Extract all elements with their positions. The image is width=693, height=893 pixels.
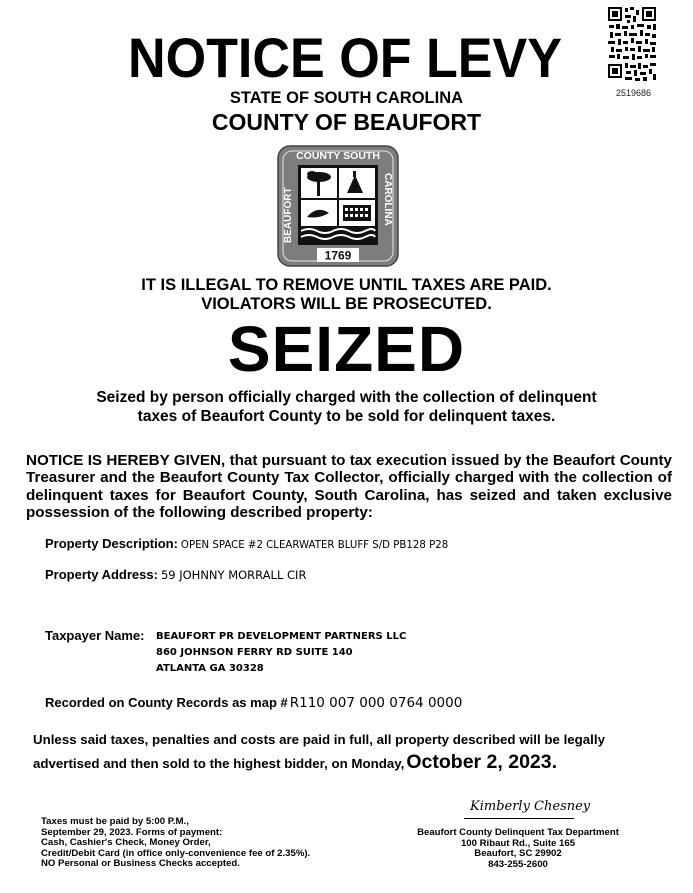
- seal-year: 1769: [324, 248, 352, 263]
- warning-line-1: IT IS ILLEGAL TO REMOVE UNTIL TAXES ARE PAID.: [141, 276, 552, 294]
- map-number: R110 007 000 0764 0000: [289, 695, 463, 711]
- payment-terms: [41, 817, 310, 870]
- department-address-2: Beaufort, SC 29902: [474, 848, 562, 860]
- signature-line: [464, 818, 574, 819]
- taxpayer-name: BEAUFORT PR DEVELOPMENT PARTNERS LLC: [156, 631, 407, 642]
- seal-left-label: BEAUFORT: [283, 187, 294, 243]
- sale-notice-line-1: Unless said taxes, penalties and costs are paid in full, all property described will be legally: [33, 732, 605, 747]
- qr-code-icon: [607, 6, 657, 82]
- qr-id: 2519686: [616, 88, 652, 98]
- sale-notice-line-2: [33, 751, 557, 774]
- property-address-row: [45, 566, 306, 584]
- payment-line-2: September 29, 2023. Forms of payment:: [41, 826, 223, 838]
- warning-line-2: VIOLATORS WILL BE PROSECUTED.: [201, 295, 492, 313]
- notice-paragraph: NOTICE IS HEREBY GIVEN, that pursuant to tax execution issued by the Beaufort County Treasurer and the Beaufort County Tax Collector, officially charged with the collection of delinquent taxes for Beaufort County, South Carolina, has seized and taken exclusive possession of the following described property:: [26, 452, 672, 521]
- seized-heading: SEIZED: [227, 313, 466, 385]
- taxpayer-block: [156, 629, 406, 676]
- property-description-label: Property Description:: [45, 536, 178, 551]
- payment-line-1: Taxes must be paid by 5:00 P.M.,: [41, 816, 189, 827]
- signature: Kimberly Chesney: [470, 799, 591, 814]
- taxpayer-city: ATLANTA GA 30328: [156, 662, 264, 674]
- department-block: [400, 828, 636, 870]
- seal-top-text: COUNTY SOUTH: [296, 150, 380, 162]
- seized-subtitle-2: taxes of Beaufort County to be sold for delinquent taxes.: [137, 408, 556, 425]
- sale-date: October 2, 2023.: [406, 751, 558, 773]
- taxpayer-label: Taxpayer Name:: [45, 628, 145, 643]
- seal-right-label: CAROLINA: [382, 173, 393, 226]
- county-seal: [277, 145, 399, 267]
- state-line: STATE OF SOUTH CAROLINA: [229, 89, 464, 107]
- taxpayer-street: 860 JOHNSON FERRY RD SUITE 140: [156, 646, 353, 658]
- department-phone: 843-255-2600: [488, 858, 548, 870]
- page-title: NOTICE OF LEVY: [127, 26, 563, 89]
- seized-subtitle-1: Seized by person officially charged with the collection of delinquent: [96, 389, 597, 406]
- property-description-row: [45, 535, 448, 553]
- payment-line-5: NO Personal or Business Checks accepted.: [41, 858, 240, 870]
- department-address-1: 100 Ribaut Rd., Suite 165: [460, 837, 576, 849]
- payment-line-4: Credit/Debit Card (in office only-convenience fee of 2.35%).: [41, 847, 311, 859]
- seal-right-text: [382, 173, 393, 226]
- property-description-value: OPEN SPACE #2 CLEARWATER BLUFF S/D PB128 P28: [180, 540, 449, 551]
- record-label: Recorded on County Records as map #: [45, 695, 288, 710]
- seal-left-text: [283, 187, 294, 243]
- department-name: Beaufort County Delinquent Tax Department: [417, 827, 619, 838]
- payment-line-3: Cash, Cashier's Check, Money Order,: [41, 837, 211, 849]
- sale-notice-text: advertised and then sold to the highest bidder, on Monday,: [33, 756, 405, 771]
- property-address-label: Property Address:: [45, 567, 158, 582]
- county-line: COUNTY OF BEAUFORT: [211, 109, 482, 135]
- property-address-value: 59 JOHNNY MORRALL CIR: [160, 568, 307, 582]
- record-row: [45, 694, 462, 712]
